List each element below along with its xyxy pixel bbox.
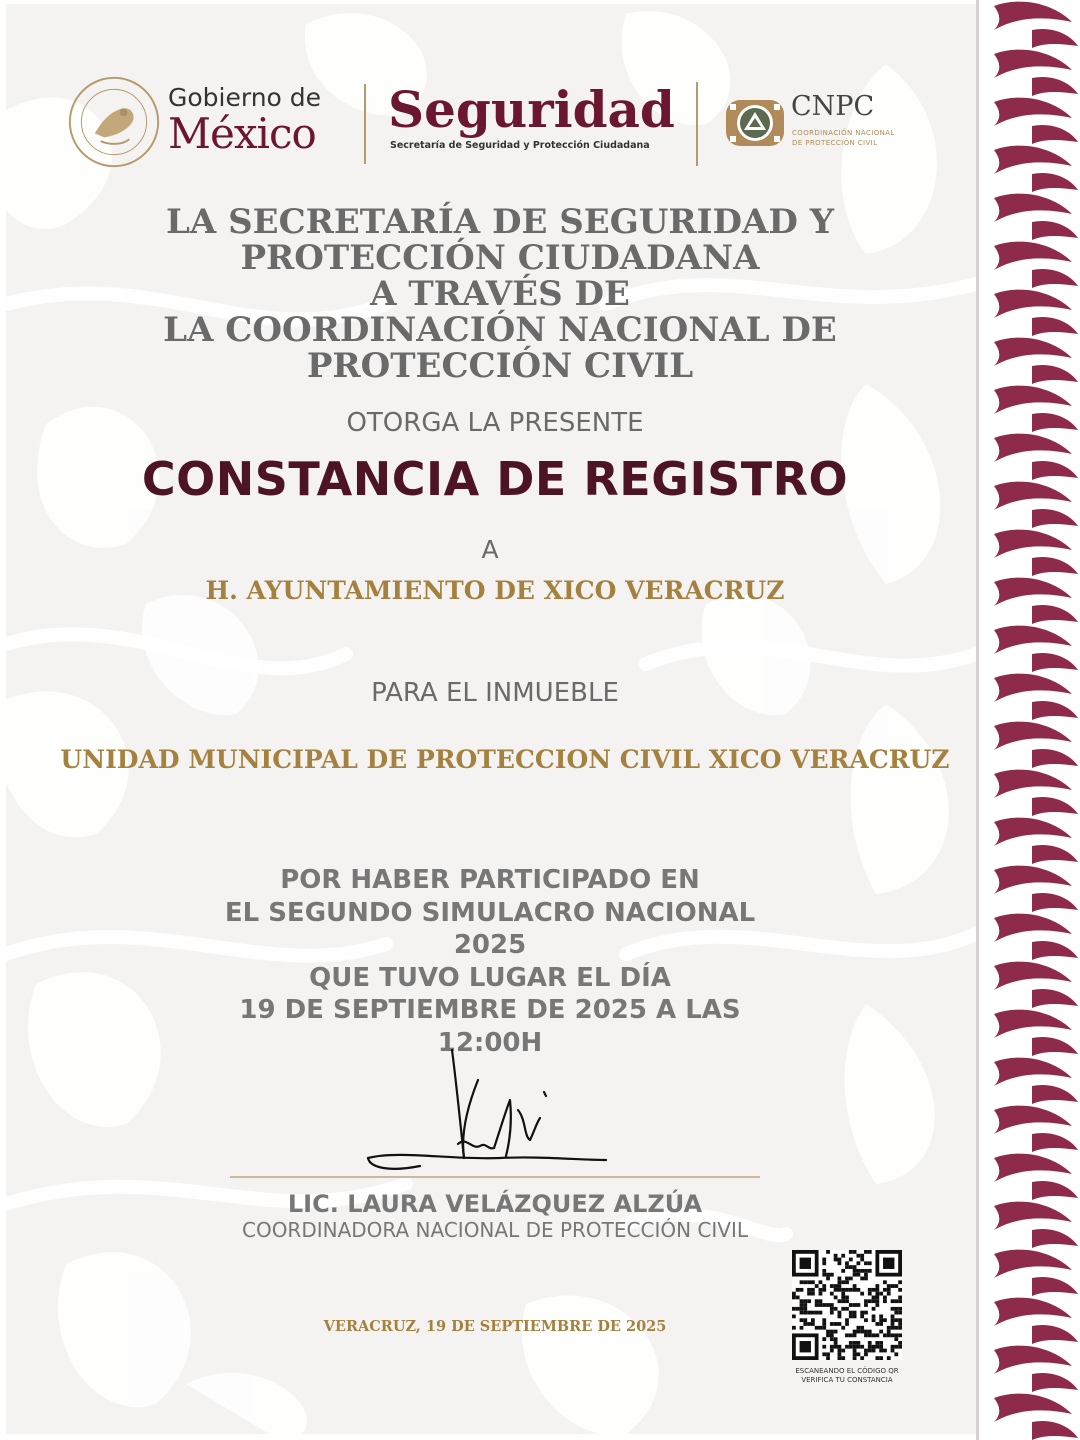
grants-text: OTORGA LA PRESENTE [346, 408, 644, 438]
border-motif [994, 1298, 1078, 1344]
qr-note-line1: ESCANEANDO EL CÓDIGO QR [795, 1367, 899, 1375]
heading-line: LA COORDINACIÓN NACIONAL DE [163, 310, 837, 350]
border-motif [994, 626, 1078, 672]
signature-mark [360, 1040, 620, 1180]
qr-verification-note [782, 1367, 912, 1385]
signer-role: COORDINADORA NACIONAL DE PROTECCIÓN CIVIL [241, 1218, 748, 1242]
heading-line: LA SECRETARÍA DE SEGURIDAD Y [165, 202, 835, 242]
issuing-authority-heading [100, 204, 900, 384]
border-motif [994, 194, 1078, 240]
reason-line: 12:00H [437, 1027, 543, 1058]
gov-logo-line2: México [168, 109, 316, 158]
recipient-name: H. AYUNTAMIENTO DE XICO VERACRUZ [205, 576, 785, 605]
gov-logo-line1: Gobierno de [168, 83, 322, 112]
reason-line: EL SEGUNDO SIMULACRO NACIONAL [224, 897, 756, 928]
document-title: CONSTANCIA DE REGISTRO [141, 452, 849, 506]
header-divider [364, 84, 366, 164]
header-divider [696, 82, 698, 166]
border-motif [994, 1010, 1078, 1056]
border-motif [994, 98, 1078, 144]
border-motif [994, 50, 1078, 96]
border-motif [994, 674, 1078, 720]
qr-note-line2: VERIFICA TU CONSTANCIA [801, 1376, 893, 1384]
border-motif [994, 482, 1078, 528]
border-motif [994, 530, 1078, 576]
border-motif [994, 1058, 1078, 1104]
cnpc-emblem-icon [722, 90, 788, 156]
participation-reason [140, 864, 840, 1059]
border-motif [994, 1106, 1078, 1152]
border-motif [994, 770, 1078, 816]
signature-line [230, 1176, 760, 1178]
heading-line: A TRAVÉS DE [370, 274, 630, 314]
border-motif [994, 338, 1078, 384]
border-motif [994, 434, 1078, 480]
border-motif [994, 578, 1078, 624]
border-motif [994, 146, 1078, 192]
seguridad-logo-subtitle: Secretaría de Seguridad y Protección Ciudadana [390, 140, 650, 151]
decorative-border [976, 0, 1080, 1440]
to-word: A [481, 535, 499, 564]
coat-of-arms-icon [66, 74, 162, 170]
border-motif [994, 914, 1078, 960]
border-motif [994, 1394, 1078, 1440]
property-name: UNIDAD MUNICIPAL DE PROTECCION CIVIL XICO VERACRUZ [60, 745, 950, 774]
border-motif [994, 1154, 1078, 1200]
gobierno-de-mexico-logo [168, 84, 321, 156]
border-motif [994, 962, 1078, 1008]
place-and-date: VERACRUZ, 19 DE SEPTIEMBRE DE 2025 [323, 1318, 667, 1335]
heading-line: PROTECCIÓN CIVIL [306, 346, 694, 386]
cnpc-subtitle-line1: COORDINACIÓN NACIONAL [792, 129, 895, 137]
signer-name: LIC. LAURA VELÁZQUEZ ALZÚA [287, 1190, 703, 1218]
border-motif [994, 1202, 1078, 1248]
border-motif [994, 386, 1078, 432]
seguridad-logo-title: Seguridad [388, 80, 675, 139]
cnpc-logo-subtitle [792, 128, 895, 148]
reason-line: 19 DE SEPTIEMBRE DE 2025 A LAS [239, 995, 741, 1025]
border-motif [994, 722, 1078, 768]
border-motif [994, 242, 1078, 288]
reason-line: 2025 [453, 930, 527, 960]
cnpc-subtitle-line2: DE PROTECCIÓN CIVIL [792, 139, 878, 147]
border-motif [994, 290, 1078, 336]
border-motif [994, 866, 1078, 912]
property-label: PARA EL INMUEBLE [371, 678, 619, 708]
border-motif [994, 2, 1078, 48]
cnpc-logo-title: CNPC [791, 91, 875, 122]
qr-code-icon[interactable] [792, 1250, 902, 1360]
heading-line: PROTECCIÓN CIUDADANA [240, 238, 760, 278]
reason-line: QUE TUVO LUGAR EL DÍA [309, 962, 671, 993]
border-motif [994, 818, 1078, 864]
border-motif [994, 1250, 1078, 1296]
border-motif [994, 1346, 1078, 1392]
reason-line: POR HABER PARTICIPADO EN [280, 865, 700, 895]
